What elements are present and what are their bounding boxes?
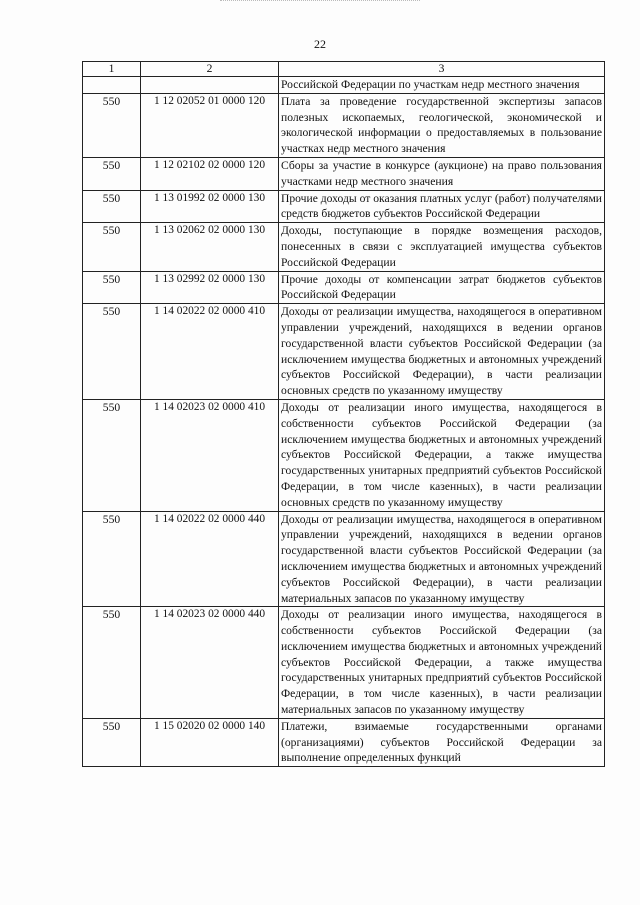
revenue-description-cell: Прочие доходы от компенсации затрат бюджетов субъектов Российской Федерации: [279, 271, 605, 304]
revenue-code-cell: 1 14 02022 02 0000 410: [141, 304, 279, 400]
revenue-code-cell: 1 12 02102 02 0000 120: [141, 157, 279, 190]
table-row: [83, 399, 605, 511]
admin-code-cell: 550: [83, 157, 141, 190]
revenue-description-cell: Прочие доходы от оказания платных услуг (работ) получателями средств бюджетов субъектов Российской Федерации: [279, 190, 605, 223]
admin-code-cell: 550: [83, 190, 141, 223]
admin-code-cell: 550: [83, 399, 141, 511]
revenue-description-cell: Платежи, взимаемые государственными органами (организациями) субъектов Российской Федерации за выполнение определенных функций: [279, 718, 605, 766]
revenue-codes-table: [82, 61, 605, 767]
page-number: 22: [314, 37, 326, 51]
admin-code-cell: 550: [83, 271, 141, 304]
table-header-row: [83, 62, 605, 77]
admin-code-cell: 550: [83, 718, 141, 766]
revenue-code-cell: [141, 77, 279, 94]
table-row: [83, 718, 605, 766]
admin-code-cell: 550: [83, 511, 141, 607]
revenue-code-cell: 1 14 02023 02 0000 440: [141, 607, 279, 719]
admin-code-cell: 550: [83, 607, 141, 719]
table-row: [83, 511, 605, 607]
table-row: [83, 190, 605, 223]
table-row: [83, 607, 605, 719]
revenue-description-cell: Доходы от реализации имущества, находящегося в оперативном управлении учреждений, находящихся в ведении органов государственной власти субъектов Российской Федерации (за исключением имущества бюджетных и автономных учреждений субъектов Российской Федерации), в части реализации основных средств по указанному имуществу: [279, 304, 605, 400]
revenue-description-cell: Доходы от реализации иного имущества, находящегося в собственности субъектов Российской Федерации (за исключением имущества бюджетных и автономных учреждений субъектов Российской Федерации, а также имущества государственных унитарных предприятий субъектов Российской Федерации, в том числе казенных), в части реализации основных средств по указанному имуществу: [279, 399, 605, 511]
admin-code-cell: [83, 77, 141, 94]
revenue-code-cell: 1 13 01992 02 0000 130: [141, 190, 279, 223]
revenue-code-cell: 1 15 02020 02 0000 140: [141, 718, 279, 766]
revenue-description-cell: Сборы за участие в конкурсе (аукционе) на право пользования участками недр местного значения: [279, 157, 605, 190]
admin-code-cell: 550: [83, 93, 141, 157]
revenue-description-cell: Доходы, поступающие в порядке возмещения расходов, понесенных в связи с эксплуатацией имущества субъектов Российской Федерации: [279, 223, 605, 271]
revenue-code-cell: 1 13 02062 02 0000 130: [141, 223, 279, 271]
table-row: [83, 304, 605, 400]
revenue-code-cell: 1 12 02052 01 0000 120: [141, 93, 279, 157]
revenue-description-cell: Российской Федерации по участкам недр местного значения: [279, 77, 605, 94]
admin-code-cell: 550: [83, 223, 141, 271]
table-row: [83, 223, 605, 271]
revenue-description-cell: Плата за проведение государственной экспертизы запасов полезных ископаемых, геологической, экономической и экологической информации о предоставляемых в пользование участках недр местного значения: [279, 93, 605, 157]
revenue-code-cell: 1 14 02023 02 0000 410: [141, 399, 279, 511]
scan-artifact: [220, 0, 420, 4]
revenue-code-cell: 1 13 02992 02 0000 130: [141, 271, 279, 304]
table-row: [83, 77, 605, 94]
table-row: [83, 93, 605, 157]
column-header-1: 1: [83, 62, 141, 77]
column-header-2: 2: [141, 62, 279, 77]
revenue-code-cell: 1 14 02022 02 0000 440: [141, 511, 279, 607]
admin-code-cell: 550: [83, 304, 141, 400]
revenue-description-cell: Доходы от реализации иного имущества, находящегося в собственности субъектов Российской Федерации (за исключением имущества бюджетных и автономных учреждений субъектов Российской Федерации, а также имущества государственных унитарных предприятий субъектов Российской Федерации, в том числе казенных), в части реализации материальных запасов по указанному имуществу: [279, 607, 605, 719]
table-row: [83, 157, 605, 190]
column-header-3: 3: [279, 62, 605, 77]
table-row: [83, 271, 605, 304]
revenue-description-cell: Доходы от реализации имущества, находящегося в оперативном управлении учреждений, находящихся в ведении органов государственной власти субъектов Российской Федерации (за исключением имущества бюджетных и автономных учреждений субъектов Российской Федерации), в части реализации материальных запасов по указанному имуществу: [279, 511, 605, 607]
